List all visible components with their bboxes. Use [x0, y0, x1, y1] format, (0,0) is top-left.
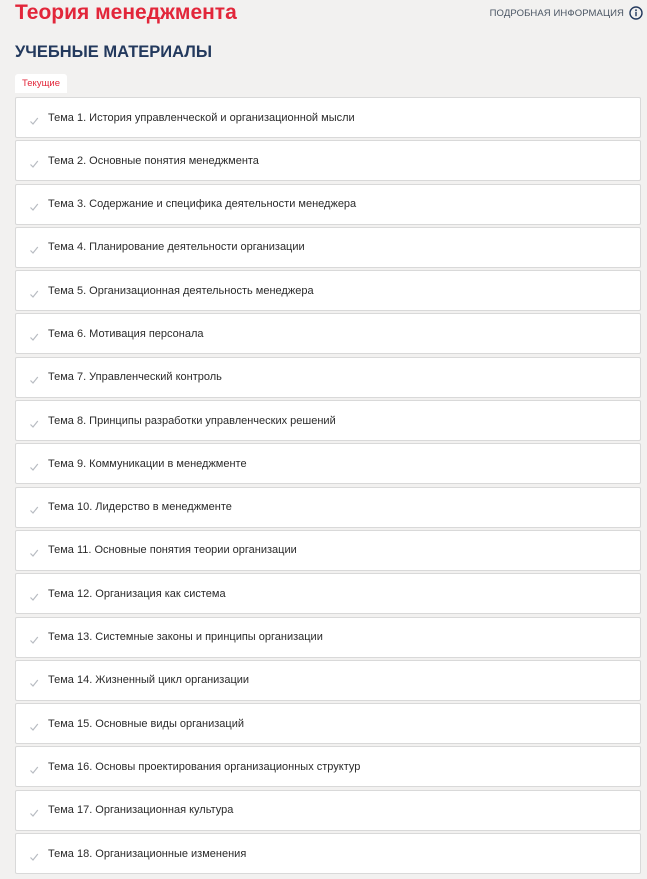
topic-item-16[interactable]: [15, 746, 641, 787]
course-title: Теория менеджмента: [15, 1, 237, 24]
topic-item-5[interactable]: [15, 270, 641, 311]
topic-item-10[interactable]: [15, 487, 641, 528]
info-circle-icon[interactable]: [629, 6, 643, 20]
section-title: УЧЕБНЫЕ МАТЕРИАЛЫ: [15, 43, 213, 61]
topic-label[interactable]: Тема 12. Организация как система: [48, 587, 226, 600]
check-icon: [29, 242, 39, 252]
check-icon: [29, 502, 39, 512]
check-icon: [29, 719, 39, 729]
check-icon: [29, 849, 39, 859]
topic-label[interactable]: Тема 18. Организационные изменения: [48, 847, 247, 860]
topic-label[interactable]: Тема 15. Основные виды организаций: [48, 717, 245, 730]
topic-label[interactable]: Тема 11. Основные понятия теории организации: [48, 544, 297, 557]
topic-label[interactable]: Тема 1. История управленческой и организационной мысли: [48, 111, 355, 124]
topic-label[interactable]: Тема 2. Основные понятия менеджмента: [48, 154, 259, 167]
topic-item-3[interactable]: [15, 184, 641, 225]
topic-label[interactable]: Тема 5. Организационная деятельность менеджера: [48, 284, 314, 297]
check-icon: [29, 589, 39, 599]
topic-label[interactable]: Тема 7. Управленческий контроль: [48, 371, 222, 384]
topic-item-15[interactable]: [15, 703, 641, 744]
check-icon: [29, 632, 39, 642]
topic-label[interactable]: Тема 8. Принципы разработки управленческих решений: [48, 414, 336, 427]
topic-label[interactable]: Тема 6. Мотивация персонала: [48, 327, 204, 340]
topic-item-12[interactable]: [15, 573, 641, 614]
topic-label[interactable]: Тема 17. Организационная культура: [48, 804, 234, 817]
check-icon: [29, 762, 39, 772]
topic-item-11[interactable]: [15, 530, 641, 571]
topic-item-6[interactable]: [15, 313, 641, 354]
check-icon: [29, 329, 39, 339]
topic-label[interactable]: Тема 14. Жизненный цикл организации: [48, 674, 250, 687]
topic-item-13[interactable]: [15, 617, 641, 658]
topic-item-18[interactable]: [15, 833, 641, 874]
topic-item-9[interactable]: [15, 443, 641, 484]
check-icon: [29, 805, 39, 815]
topic-label[interactable]: Тема 13. Системные законы и принципы организации: [48, 631, 323, 644]
check-icon: [29, 675, 39, 685]
topic-item-4[interactable]: [15, 227, 641, 268]
check-icon: [29, 156, 39, 166]
topic-label[interactable]: Тема 9. Коммуникации в менеджменте: [48, 457, 247, 470]
check-icon: [29, 459, 39, 469]
check-icon: [29, 416, 39, 426]
topic-item-2[interactable]: [15, 140, 641, 181]
topic-label[interactable]: Тема 16. Основы проектирования организационных структур: [48, 760, 361, 773]
tab-current[interactable]: Текущие: [15, 74, 67, 93]
topic-item-7[interactable]: [15, 357, 641, 398]
topic-item-14[interactable]: [15, 660, 641, 701]
topics-list: [15, 97, 641, 876]
check-icon: [29, 199, 39, 209]
topic-label[interactable]: Тема 3. Содержание и специфика деятельности менеджера: [48, 198, 357, 211]
topic-label[interactable]: Тема 10. Лидерство в менеджменте: [48, 501, 232, 514]
check-icon: [29, 545, 39, 555]
topic-label[interactable]: Тема 4. Планирование деятельности организации: [48, 241, 305, 254]
check-icon: [29, 372, 39, 382]
topic-item-17[interactable]: [15, 790, 641, 831]
topic-item-1[interactable]: [15, 97, 641, 138]
check-icon: [29, 286, 39, 296]
topic-item-8[interactable]: [15, 400, 641, 441]
check-icon: [29, 113, 39, 123]
more-info-link[interactable]: [490, 6, 643, 20]
more-info-label[interactable]: ПОДРОБНАЯ ИНФОРМАЦИЯ: [489, 7, 624, 19]
